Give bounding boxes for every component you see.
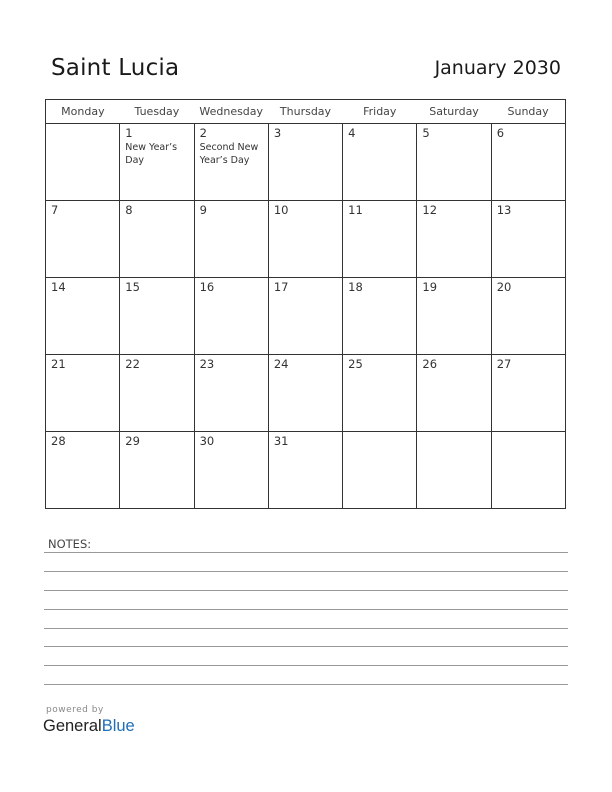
day-number: 24	[273, 357, 289, 371]
day-number: 8	[125, 203, 133, 217]
day-number: 15	[125, 280, 140, 294]
notes-label: NOTES:	[48, 537, 92, 551]
day-cell	[268, 355, 342, 432]
week-row	[46, 201, 566, 278]
day-cell	[491, 278, 565, 355]
day-cell	[343, 278, 417, 355]
day-cell	[268, 201, 342, 278]
weekday-header: Friday	[343, 100, 417, 124]
day-cell	[268, 432, 342, 509]
day-number: 18	[348, 280, 363, 294]
notes-line	[44, 552, 568, 553]
day-number: 21	[51, 357, 66, 371]
day-cell	[194, 432, 268, 509]
day-cell	[194, 355, 268, 432]
day-cell	[120, 201, 194, 278]
day-number: 1	[125, 126, 133, 140]
weekday-header: Sunday	[491, 100, 565, 124]
day-number: 2	[199, 126, 207, 140]
notes-line	[44, 646, 568, 647]
week-row	[46, 278, 566, 355]
day-cell	[46, 355, 120, 432]
day-cell	[343, 355, 417, 432]
day-cell	[120, 278, 194, 355]
brand-blue: Blue	[101, 717, 135, 735]
day-number: 22	[125, 357, 140, 371]
day-number: 7	[51, 203, 59, 217]
day-cell	[194, 278, 268, 355]
week-row	[46, 355, 566, 432]
day-number: 6	[496, 126, 505, 140]
day-cell	[46, 432, 120, 509]
day-cell	[417, 432, 491, 509]
day-number: 9	[199, 203, 207, 217]
notes-line	[44, 628, 568, 629]
day-number: 13	[496, 203, 512, 217]
holiday-label: New Year’s Day	[125, 142, 178, 166]
weekday-header: Saturday	[417, 100, 491, 124]
notes-line	[44, 665, 568, 666]
calendar-grid	[45, 99, 566, 509]
day-number: 28	[51, 434, 66, 448]
week-row	[46, 124, 566, 201]
day-number: 26	[422, 357, 438, 371]
day-cell	[120, 432, 194, 509]
day-number: 12	[422, 203, 438, 217]
day-cell	[46, 278, 120, 355]
day-number: 11	[348, 203, 363, 217]
notes-line	[44, 590, 568, 591]
weekday-header: Thursday	[268, 100, 342, 124]
day-cell	[46, 124, 120, 201]
notes-line	[44, 684, 568, 685]
day-number: 19	[422, 280, 438, 294]
weekday-header: Monday	[46, 100, 120, 124]
day-number: 14	[51, 280, 66, 294]
weekday-header: Tuesday	[120, 100, 194, 124]
day-cell	[46, 201, 120, 278]
day-number: 30	[199, 434, 215, 448]
holiday-label: Second New Year’s Day	[199, 142, 259, 166]
day-cell	[491, 355, 565, 432]
day-cell	[268, 124, 342, 201]
day-cell	[491, 124, 565, 201]
day-cell	[343, 432, 417, 509]
day-cell	[417, 124, 491, 201]
day-cell	[194, 201, 268, 278]
brand-general: General	[43, 717, 102, 735]
notes-line	[44, 571, 568, 572]
day-number: 16	[199, 280, 215, 294]
day-number: 27	[496, 357, 512, 371]
day-number: 4	[348, 126, 356, 140]
day-cell	[194, 124, 268, 201]
day-cell	[417, 278, 491, 355]
country-title: Saint Lucia	[51, 55, 180, 81]
notes-line	[44, 609, 568, 610]
day-number: 10	[273, 203, 289, 217]
day-cell	[120, 355, 194, 432]
day-number: 20	[496, 280, 512, 294]
day-cell	[417, 355, 491, 432]
day-number: 3	[273, 126, 282, 140]
powered-by-text: powered by	[46, 705, 104, 715]
day-cell	[120, 124, 194, 201]
day-number: 17	[273, 280, 289, 294]
day-number: 5	[422, 126, 430, 140]
month-title: January 2030	[434, 57, 561, 79]
day-number: 29	[125, 434, 140, 448]
day-cell	[491, 201, 565, 278]
weekday-header: Wednesday	[194, 100, 268, 124]
day-cell	[268, 278, 342, 355]
day-cell	[343, 124, 417, 201]
weekday-header-row	[46, 100, 566, 124]
day-cell	[491, 432, 565, 509]
day-number: 31	[273, 434, 289, 448]
day-number: 23	[199, 357, 215, 371]
day-number: 25	[348, 357, 363, 371]
day-cell	[343, 201, 417, 278]
week-row	[46, 432, 566, 509]
day-cell	[417, 201, 491, 278]
brand-logo	[43, 717, 135, 736]
